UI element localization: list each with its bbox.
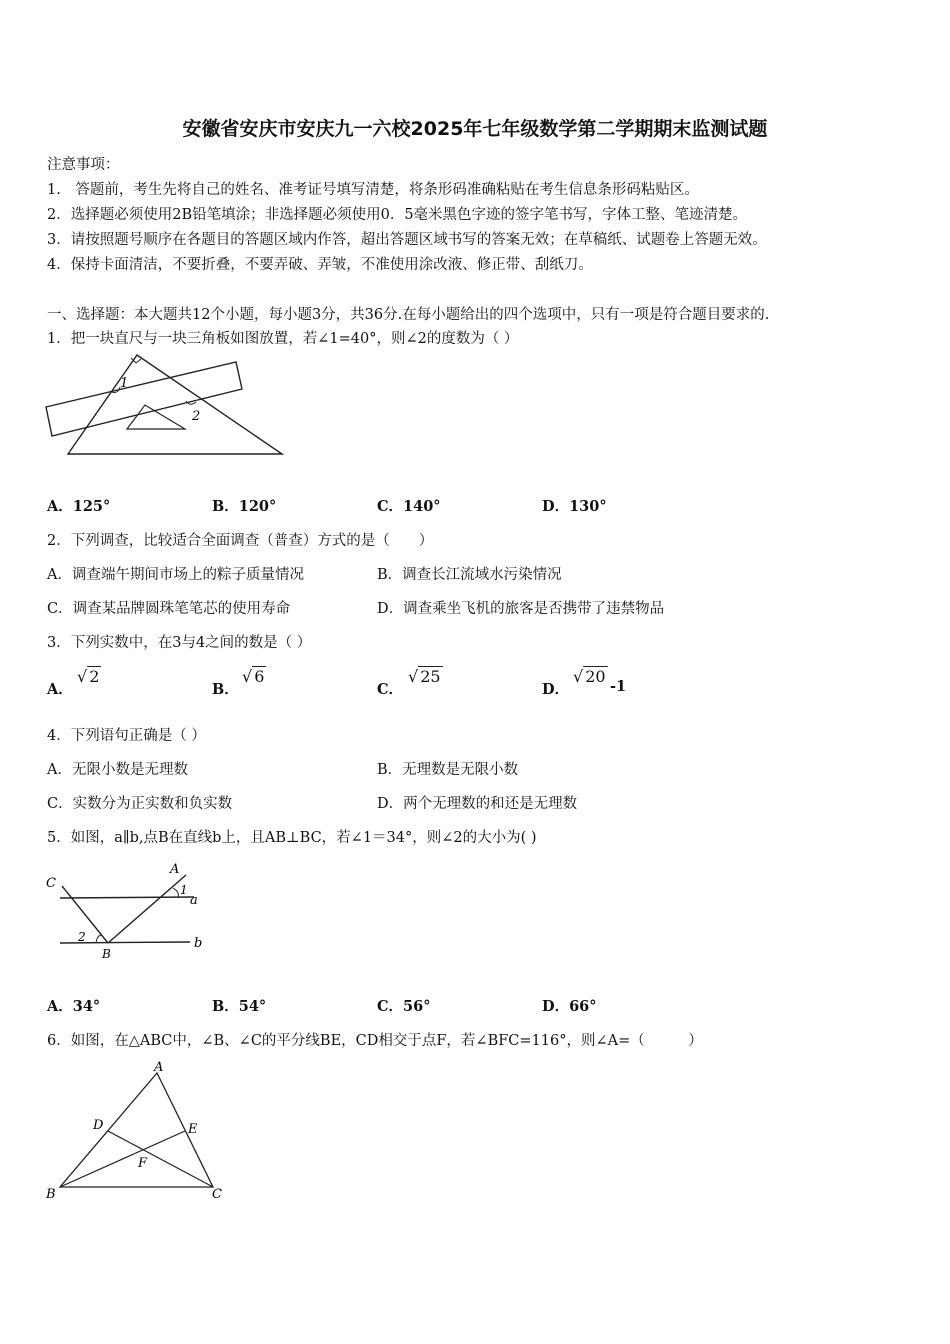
- option-letter: B．: [212, 681, 239, 698]
- radicand: 6: [254, 667, 265, 686]
- ruler: [46, 362, 242, 436]
- label-b: B: [46, 1187, 56, 1202]
- option-b[interactable]: B．调查长江流域水污染情况: [377, 567, 562, 583]
- option-c[interactable]: C．140°: [377, 498, 441, 515]
- question-5-stem: 5．如图，a∥b,点B在直线b上，且AB⊥BC，若∠1＝34°，则∠2的大小为( ): [47, 830, 537, 846]
- option-d[interactable]: D．调查乘坐飞机的旅客是否携带了违禁物品: [377, 601, 665, 617]
- option-d[interactable]: D．66°: [542, 998, 597, 1015]
- label-e: E: [188, 1122, 198, 1137]
- option-a[interactable]: A．34°: [47, 998, 101, 1015]
- set-square-outer: [68, 355, 282, 454]
- angle-1-label: 1: [120, 376, 129, 391]
- option-letter: D．: [542, 681, 570, 698]
- option-b[interactable]: [212, 678, 239, 699]
- option-b[interactable]: B．120°: [212, 498, 277, 515]
- sqrt-expression: [408, 667, 443, 686]
- label-a-point: A: [170, 862, 180, 877]
- notice-item: 1. 答题前，考生先将自己的姓名、准考证号填写清楚，将条形码准确粘贴在考生信息条形码粘贴区。: [47, 182, 699, 198]
- label-line-a: a: [190, 893, 198, 908]
- radicand: 25: [420, 667, 441, 686]
- option-d-suffix: -1: [610, 678, 627, 695]
- radical-sign: √: [242, 667, 253, 686]
- option-c[interactable]: [377, 678, 403, 699]
- radical-sign: √: [77, 667, 88, 686]
- notice-item: 4．保持卡面清洁，不要折叠，不要弄破、弄皱，不准使用涂改液、修正带、刮纸刀。: [47, 257, 593, 273]
- notice-item: 3．请按照题号顺序在各题目的答题区域内作答，超出答题区域书写的答案无效；在草稿纸、试题卷上答题无效。: [47, 232, 767, 248]
- option-d[interactable]: D．两个无理数的和还是无理数: [377, 796, 578, 812]
- q5-figure: [40, 856, 220, 966]
- option-letter: C．: [377, 681, 404, 698]
- radicand: 2: [89, 667, 100, 686]
- option-d[interactable]: [542, 678, 569, 699]
- sqrt-expression: [573, 667, 608, 686]
- radical-sign: √: [408, 667, 419, 686]
- option-a[interactable]: A．调查端午期间市场上的粽子质量情况: [47, 567, 304, 583]
- label-a: A: [154, 1060, 164, 1075]
- option-b[interactable]: B．无理数是无限小数: [377, 762, 519, 778]
- sqrt-expression: [77, 667, 101, 686]
- label-b-point: B: [102, 947, 111, 961]
- option-c[interactable]: C．调查某品牌圆珠笔笔芯的使用寿命: [47, 601, 291, 617]
- notice-heading: 注意事项：: [47, 157, 120, 173]
- line-a: [60, 897, 194, 898]
- option-a[interactable]: A．无限小数是无理数: [47, 762, 188, 778]
- radicand: 20: [585, 667, 606, 686]
- notice-item: 2．选择题必须使用2B铅笔填涂；非选择题必须使用0．5毫米黑色字迹的签字笔书写，字体工整、笔迹清楚。: [47, 207, 748, 223]
- question-6-stem: 6．如图，在△ABC中，∠B、∠C的平分线BE，CD相交于点F，若∠BFC=116°，则∠A=（ ）: [47, 1033, 703, 1049]
- option-c[interactable]: C．56°: [377, 998, 431, 1015]
- option-b[interactable]: B．54°: [212, 998, 267, 1015]
- label-c: C: [212, 1187, 222, 1202]
- label-d: D: [93, 1118, 104, 1133]
- option-letter: A．: [47, 681, 73, 698]
- question-4-stem: 4．下列语句正确是（ ）: [47, 728, 206, 744]
- angle-2-arc: [96, 935, 102, 943]
- option-c[interactable]: C．实数分为正实数和负实数: [47, 796, 233, 812]
- question-1-stem: 1．把一块直尺与一块三角板如图放置，若∠1=40°，则∠2的度数为（ ）: [47, 331, 519, 347]
- radical-sign: √: [573, 667, 584, 686]
- label-angle-1: 1: [180, 883, 188, 897]
- option-a[interactable]: A．125°: [47, 498, 111, 515]
- option-d[interactable]: D．130°: [542, 498, 607, 515]
- label-line-b: b: [194, 936, 203, 951]
- question-3-stem: 3．下列实数中，在3与4之间的数是（ ）: [47, 635, 312, 651]
- section-heading: 一、选择题：本大题共12个小题，每小题3分，共36分.在每小题给出的四个选项中，只有一项是符合题目要求的.: [47, 307, 770, 323]
- q1-figure: [40, 350, 290, 462]
- page-title: 安徽省安庆市安庆九一六校2025年七年级数学第二学期期末监测试题: [182, 118, 768, 140]
- q6-figure: [40, 1057, 240, 1207]
- sqrt-expression: [242, 667, 266, 686]
- label-f: F: [138, 1156, 148, 1171]
- label-c: C: [46, 876, 56, 891]
- question-2-stem: 2．下列调查，比较适合全面调查（普查）方式的是（ ）: [47, 533, 434, 549]
- option-a[interactable]: [47, 678, 73, 699]
- segment-ba: [108, 875, 186, 943]
- label-angle-2: 2: [78, 930, 86, 944]
- angle-2-label: 2: [192, 409, 201, 424]
- set-square-inner: [127, 405, 185, 429]
